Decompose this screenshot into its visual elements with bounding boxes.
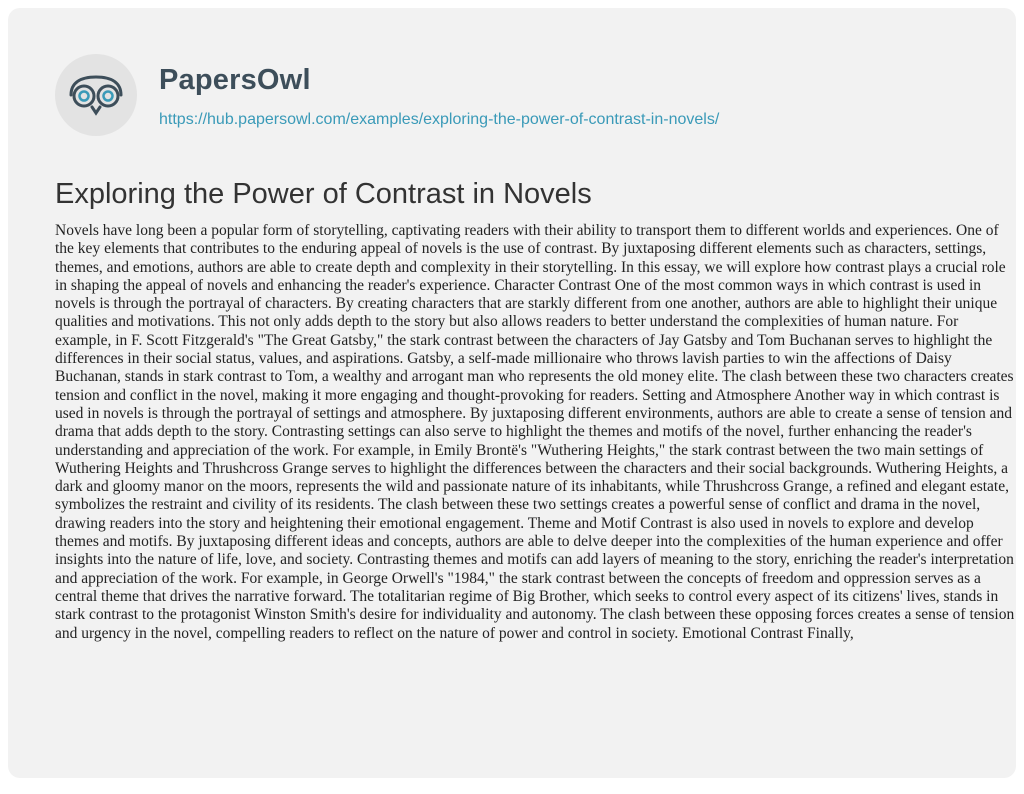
owl-icon xyxy=(55,54,137,136)
essay-body: Novels have long been a popular form of storytelling, captivating readers with their ability to transport them to different worlds and experiences. One of the key elements that contributes to the enduring appeal of novels is the use of contrast. By juxtaposing different elements such as characters, settings, themes, and emotions, authors are able to create depth and complexity in their storytelling. In this essay, we will explore how contrast plays a crucial role in shaping the appeal of novels and enhancing the reader's experience. Character Contrast One of the most common ways in which contrast is used in novels is through the portrayal of characters. By creating characters that are starkly different from one another, authors are able to highlight their unique qualities and motivations. This not only adds depth to the story but also allows readers to better understand the complexities of human nature. For example, in F. Scott Fitzgerald's "The Great Gatsby," the stark contrast between the characters of Jay Gatsby and Tom Buchanan serves to highlight the differences in their social status, values, and aspirations. Gatsby, a self-made millionaire who throws lavish parties to win the affections of Daisy Buchanan, stands in stark contrast to Tom, a wealthy and arrogant man who represents the old money elite. The clash between these two characters creates tension and conflict in the novel, making it more engaging and thought-provoking for readers. Setting and Atmosphere Another way in which contrast is used in novels is through the portrayal of settings and atmosphere. By juxtaposing different environments, authors are able to create a sense of tension and drama that adds depth to the story. Contrasting settings can also serve to highlight the themes and motifs of the novel, further enhancing the reader's understanding and appreciation of the work. For example, in Emily Brontë's "Wuthering Heights," the stark contrast between the two main settings of Wuthering Heights and Thrushcross Grange serves to highlight the differences between the characters and their social backgrounds. Wuthering Heights, a dark and gloomy manor on the moors, represents the wild and passionate nature of its inhabitants, while Thrushcross Grange, a refined and elegant estate, symbolizes the restraint and civility of its residents. The clash between these two settings creates a powerful sense of conflict and drama in the novel, drawing readers into the story and heightening their emotional engagement. Theme and Motif Contrast is also used in novels to explore and develop themes and motifs. By juxtaposing different ideas and concepts, authors are able to delve deeper into the complexities of the human experience and offer insights into the nature of life, love, and society. Contrasting themes and motifs can add layers of meaning to the story, enriching the reader's interpretation and appreciation of the work. For example, in George Orwell's "1984," the stark contrast between the concepts of freedom and oppression serves as a central theme that drives the narrative forward. The totalitarian regime of Big Brother, which seeks to control every aspect of its citizens' lives, stands in stark contrast to the protagonist Winston Smith's desire for individuality and autonomy. The clash between these opposing forces creates a sense of tension and urgency in the novel, compelling readers to reflect on the nature of power and control in society. Emotional Contrast Finally, xyxy=(55,222,1015,642)
source-url-link[interactable]: https://hub.papersowl.com/examples/exploring-the-power-of-contrast-in-novels/ xyxy=(159,111,720,128)
page xyxy=(8,8,1016,778)
site-header xyxy=(55,64,719,136)
brand-block xyxy=(159,62,719,130)
brand-name: PapersOwl xyxy=(159,64,311,96)
essay-title: Exploring the Power of Contrast in Novels xyxy=(55,178,592,210)
